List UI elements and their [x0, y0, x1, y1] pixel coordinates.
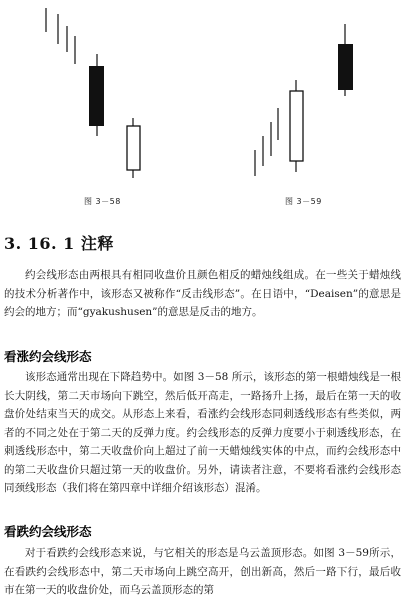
intro-paragraph: 约会线形态由两根具有相同收盘价且颜色相反的蜡烛线组成。在一些关于蜡烛线的技术分析著作中，该形态又被称作“反击线形态”。在日语中，“Deaisen”的意思是约会的地方；而“gyakushusen”的意思是反击的地方。: [4, 269, 401, 318]
long-black-candle-body: [89, 66, 104, 126]
bearish-meeting-lines-heading: 看跌约会线形态: [4, 524, 92, 539]
section-title: 3. 16. 1 注释: [4, 234, 114, 253]
figure-caption-left: 图 3－58: [84, 197, 121, 206]
candlestick-chart-bearish-meeting-lines: [205, 0, 405, 215]
long-white-candle-body: [290, 91, 303, 161]
figure-caption-right: 图 3－59: [285, 197, 322, 206]
figure-3-59: [205, 0, 405, 215]
candlestick-chart-bullish-meeting-lines: [0, 0, 205, 215]
bearish-meeting-lines-paragraph: 对于看跌约会线形态来说，与它相关的形态是乌云盖顶形态。如图 3－59所示，在看跌约会线形态中，第二天市场向上跳空高开，创出新高，然后一路下行，最后收市在第一天的收盘价处，而乌云盖顶形态的第: [4, 547, 401, 596]
figure-3-58: [0, 0, 205, 215]
bullish-meeting-lines-heading: 看涨约会线形态: [4, 349, 92, 364]
black-candle-body: [338, 44, 353, 90]
white-candle-body: [127, 126, 140, 170]
bullish-meeting-lines-paragraph: 该形态通常出现在下降趋势中。如图 3－58 所示，该形态的第一根蜡烛线是一根长大阴线，第二天市场向下跳空，然后低开高走，一路扬升上扬，最后在第一天的收盘价处结束当天的成交。从形态上来看，看涨约会线形态同刺透线形态有些类似，两者的不同之处在于第二天的反弹力度。约会线形态的反弹力度要小于刺透线形态，在刺透线形态中，第二天收盘价向上超过了前一天蜡烛线实体的中点，而约会线形态中的第二天收盘价只超过第一天的收盘价。另外，请读者注意，不要将看涨约会线形态同颈线形态（我们将在第四章中详细介绍该形态）混淆。: [4, 371, 401, 494]
